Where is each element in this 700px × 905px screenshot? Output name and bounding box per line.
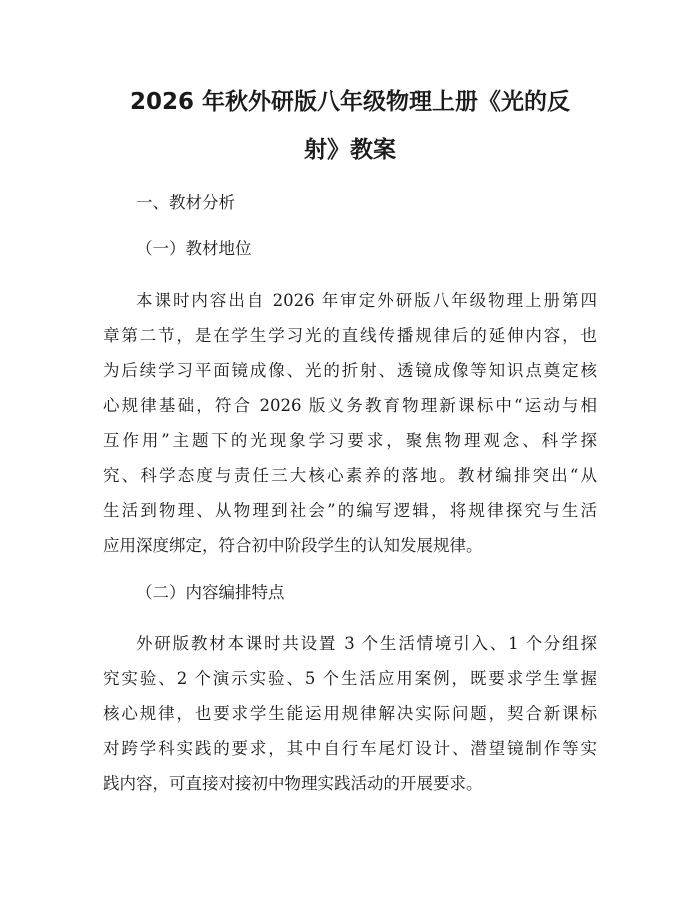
document-title-line-1: 2026 年秋外研版八年级物理上册《光的反: [129, 89, 571, 115]
paragraph-line: 核心规律，也要求学生能运用规律解决实际问题，契合新课标: [103, 704, 597, 723]
paragraph-line: 践内容，可直接对接初中物理实践活动的开展要求。: [103, 774, 483, 793]
section-heading-materials-analysis: 一、教材分析: [136, 193, 235, 212]
paragraph-line: 心规律基础，符合 2026 版义务教育物理新课标中“运动与相: [103, 396, 597, 415]
paragraph-line: 章第二节，是在学生学习光的直线传播规律后的延伸内容，也: [103, 326, 597, 345]
paragraph-line: 外研版教材本课时共设置 3 个生活情境引入、1 个分组探: [136, 634, 597, 653]
paragraph-line: 互作用”主题下的光现象学习要求，聚焦物理观念、科学探: [103, 431, 597, 450]
paragraph-line: 应用深度绑定，符合初中阶段学生的认知发展规律。: [103, 536, 483, 555]
paragraph-line: 本课时内容出自 2026 年审定外研版八年级物理上册第四: [136, 291, 597, 310]
paragraph-line: 究、科学态度与责任三大核心素养的落地。教材编排突出“从: [103, 466, 597, 485]
subsection-heading-material-status: （一）教材地位: [136, 239, 252, 258]
paragraph-line: 对跨学科实践的要求，其中自行车尾灯设计、潜望镜制作等实: [103, 739, 597, 758]
document-title-line-2: 射》教案: [304, 137, 396, 163]
paragraph-line: 究实验、2 个演示实验、5 个生活应用案例，既要求学生掌握: [103, 669, 597, 688]
paragraph-line: 为后续学习平面镜成像、光的折射、透镜成像等知识点奠定核: [103, 361, 597, 380]
subsection-heading-content-arrangement: （二）内容编排特点: [136, 583, 285, 602]
paragraph-line: 生活到物理、从物理到社会”的编写逻辑，将规律探究与生活: [103, 501, 597, 520]
